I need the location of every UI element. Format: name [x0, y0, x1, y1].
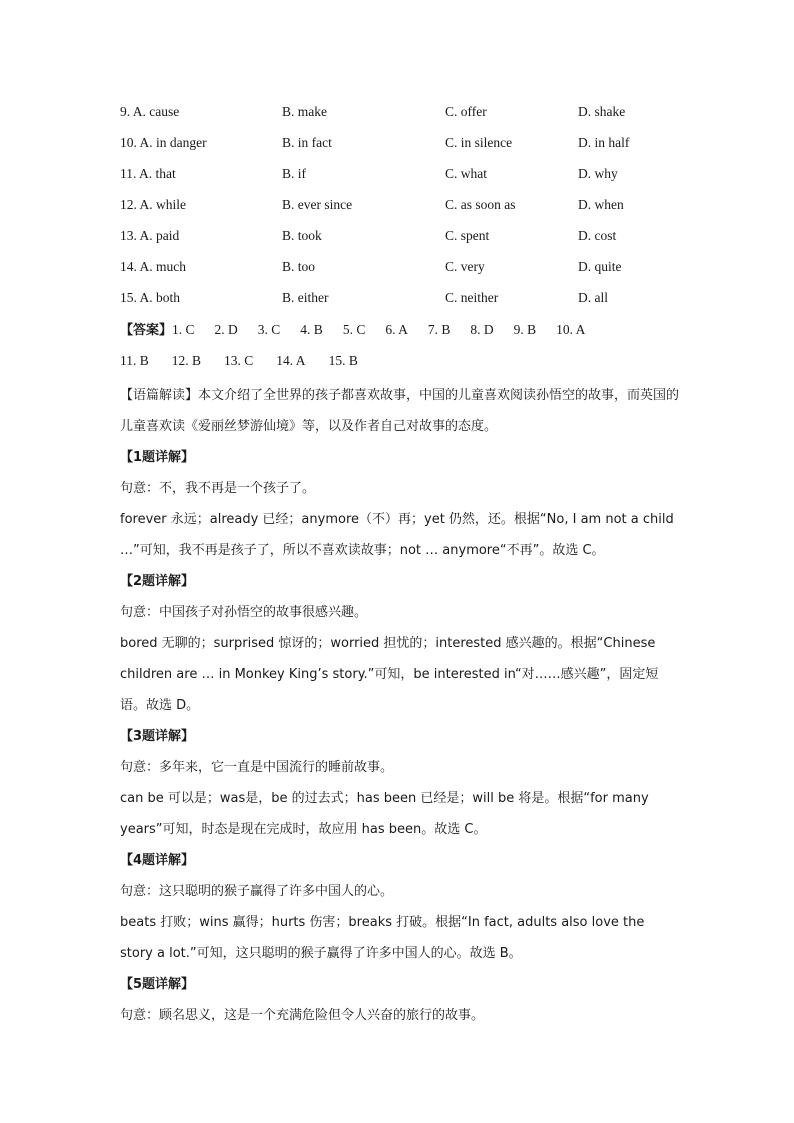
answer-key	[120, 318, 690, 380]
answer-item: 10. A	[556, 322, 586, 337]
q4-heading: 【4题详解】	[120, 853, 195, 868]
option-b: B. either	[282, 290, 329, 305]
option-c: C. offer	[445, 104, 487, 119]
answer-line	[120, 349, 690, 380]
option-b: B. make	[282, 104, 327, 119]
option-c: C. as soon as	[445, 197, 516, 212]
option-a: 15. A. both	[120, 290, 181, 305]
option-a: 12. A. while	[120, 197, 186, 212]
option-c: C. what	[445, 166, 487, 181]
answer-item: 1. C	[172, 322, 195, 337]
option-c: C. in silence	[445, 135, 513, 150]
option-b: B. took	[282, 228, 322, 243]
option-a: 13. A. paid	[120, 228, 180, 243]
answer-item: 5. C	[342, 322, 366, 337]
q5-sentence: 句意：顾名思义，这是一个充满危险但令人兴奋的旅行的故事。	[120, 1008, 485, 1023]
option-row	[120, 162, 680, 193]
option-row	[120, 224, 680, 255]
q4-explanation: beats 打败；wins 赢得；hurts 伤害；breaks 打破。根据“In fact, adults also love the story a lot.”可知，这只聪明的猴子赢得了许多中国人的心。故选 B。	[120, 915, 645, 961]
option-c: C. neither	[445, 290, 499, 305]
answer-item: 2. D	[214, 322, 238, 337]
answer-item: 12. B	[171, 353, 202, 368]
q1-heading: 【1题详解】	[120, 450, 195, 465]
answer-item: 14. A	[276, 353, 306, 368]
answer-item: 11. B	[120, 353, 149, 368]
option-d: D. why	[578, 166, 618, 181]
q3-sentence: 句意：多年来，它一直是中国流行的睡前故事。	[120, 760, 394, 775]
option-row	[120, 255, 680, 286]
option-row	[120, 100, 680, 131]
answer-item: 13. C	[224, 353, 254, 368]
option-d: D. all	[578, 290, 608, 305]
answer-item: 15. B	[328, 353, 358, 368]
option-row	[120, 131, 680, 162]
answer-item: 9. B	[513, 322, 537, 337]
option-b: B. too	[282, 259, 316, 274]
option-d: D. cost	[578, 228, 617, 243]
q2-sentence: 句意：中国孩子对孙悟空的故事很感兴趣。	[120, 605, 368, 620]
answer-label: 【答案】	[120, 323, 173, 338]
option-d: D. when	[578, 197, 624, 212]
q5-heading: 【5题详解】	[120, 977, 195, 992]
option-b: B. ever since	[282, 197, 353, 212]
option-a: 9. A. cause	[120, 104, 180, 119]
q2-explanation: bored 无聊的；surprised 惊讶的；worried 担忧的；interested 感兴趣的。根据“Chinese children are … in Monkey King’s story.”可知，be interested in“对……感兴趣”，固定短语。故选 D。	[120, 636, 659, 713]
q1-explanation: forever 永远；already 已经；anymore（不）再；yet 仍然，还。根据“No, I am not a child …”可知，我不再是孩子了，所以不喜欢读故事；not … anymore“不再”。故选 C。	[120, 512, 674, 558]
q3-explanation: can be 可以是；was是，be 的过去式；has been 已经是；will be 将是。根据“for many years”可知，时态是现在完成时，故应用 has been。故选 C。	[120, 791, 649, 837]
answer-item: 4. B	[300, 322, 323, 337]
option-c: C. spent	[445, 228, 490, 243]
option-d: D. shake	[578, 104, 626, 119]
q1-sentence: 句意：不，我不再是一个孩子了。	[120, 481, 316, 496]
option-a: 10. A. in danger	[120, 135, 207, 150]
answer-item: 8. D	[470, 322, 494, 337]
answer-item: 3. C	[257, 322, 281, 337]
option-row	[120, 286, 680, 317]
answer-item: 6. A	[385, 322, 408, 337]
q3-heading: 【3题详解】	[120, 729, 195, 744]
option-row	[120, 193, 680, 224]
passage-intro: 【语篇解读】本文介绍了全世界的孩子都喜欢故事，中国的儿童喜欢阅读孙悟空的故事，而英国的儿童喜欢读《爱丽丝梦游仙境》等，以及作者自己对故事的态度。	[120, 388, 680, 434]
explanation-body	[120, 380, 680, 1031]
options-table	[120, 100, 680, 317]
q2-heading: 【2题详解】	[120, 574, 195, 589]
option-d: D. quite	[578, 259, 622, 274]
q4-sentence: 句意：这只聪明的猴子赢得了许多中国人的心。	[120, 884, 394, 899]
option-d: D. in half	[578, 135, 630, 150]
option-a: 14. A. much	[120, 259, 186, 274]
option-b: B. in fact	[282, 135, 332, 150]
option-c: C. very	[445, 259, 485, 274]
option-a: 11. A. that	[120, 166, 176, 181]
answer-item: 7. B	[427, 322, 451, 337]
answer-line	[120, 318, 690, 349]
option-b: B. if	[282, 166, 307, 181]
